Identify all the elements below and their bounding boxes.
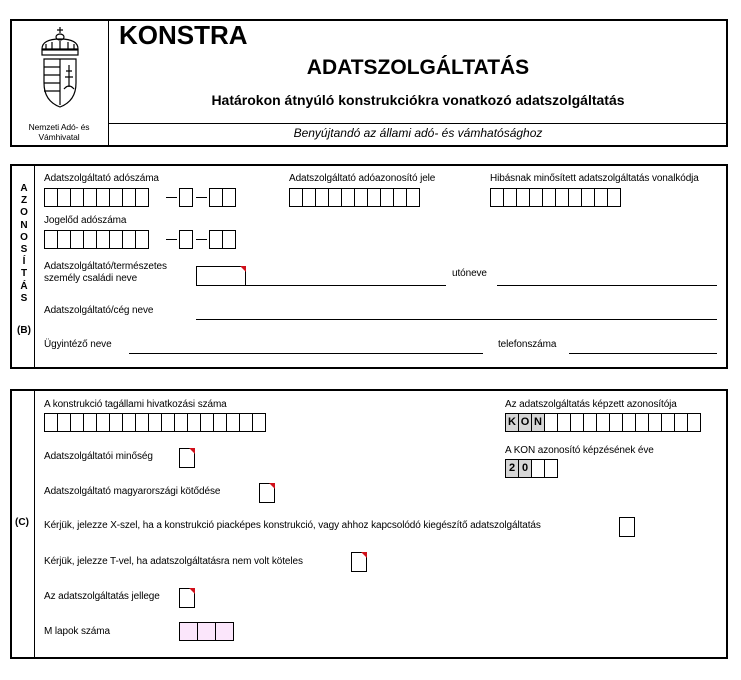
side-letter: O [20,207,28,219]
clerk-label: Ügyintéző neve [44,339,112,350]
char-box[interactable] [222,188,236,207]
side-letter: S [20,244,28,255]
generated-id-label: Az adatszolgáltatás képzett azonosítója [505,399,677,410]
char-box[interactable] [122,188,136,207]
faulty-barcode-label: Hibásnak minősített adatszolgáltatás vonalkódja [490,173,699,184]
char-box[interactable] [96,230,110,249]
char-box: O [518,413,532,432]
generated-id-input[interactable] [505,413,701,432]
tax-id-input[interactable] [289,188,420,207]
char-box[interactable] [209,230,223,249]
char-box[interactable] [96,188,110,207]
char-box[interactable] [596,413,610,432]
char-box[interactable] [544,413,558,432]
predecessor-tax-county-code[interactable] [209,230,236,249]
char-box[interactable] [542,188,556,207]
char-box: N [531,413,545,432]
char-box[interactable] [490,188,504,207]
char-box[interactable] [213,413,227,432]
hu-link-label: Adatszolgáltató magyarországi kötődése [44,486,221,497]
tax-number-label: Adatszolgáltató adószáma [44,173,159,184]
char-box[interactable] [568,188,582,207]
char-box[interactable] [57,230,71,249]
t-mark-label: Kérjük, jelezze T-vel, ha adatszolgáltatásra nem volt köteles [44,556,303,567]
char-box[interactable] [135,230,149,249]
char-box[interactable] [83,188,97,207]
char-box[interactable] [531,459,545,478]
faulty-barcode-input[interactable] [490,188,621,207]
form-code: KONSTRA [119,20,248,50]
tax-number-dash-1 [166,197,177,198]
char-box[interactable] [179,188,193,207]
company-name-line[interactable] [196,319,717,320]
family-name-label-line2: személy családi neve [44,273,138,284]
char-box[interactable] [315,188,329,207]
char-box[interactable] [555,188,569,207]
nature-field[interactable] [179,588,195,608]
char-box[interactable] [179,230,193,249]
char-box[interactable] [516,188,530,207]
char-box[interactable] [648,413,662,432]
char-box[interactable] [109,230,123,249]
char-box[interactable] [83,230,97,249]
x-mark-label: Kérjük, jelezze X-szel, ha a konstrukció piacképes konstrukció, vagy ahhoz kapcsolódó kiegészítő adatszolgáltatás [44,520,541,531]
capacity-field[interactable] [179,448,195,468]
char-box[interactable] [503,188,517,207]
char-box[interactable] [687,413,701,432]
char-box[interactable] [122,413,136,432]
char-box[interactable] [239,413,253,432]
reference-number-input[interactable] [44,413,266,432]
char-box[interactable] [187,413,201,432]
predecessor-tax-label: Jogelőd adószáma [44,215,127,226]
char-box[interactable] [57,413,71,432]
char-box[interactable] [200,413,214,432]
predecessor-dash-2 [196,239,207,240]
char-box[interactable] [328,188,342,207]
char-box[interactable] [380,188,394,207]
nature-label: Az adatszolgáltatás jellege [44,591,160,602]
char-box[interactable] [70,413,84,432]
char-box[interactable] [174,413,188,432]
clerk-name-line[interactable] [129,353,483,354]
char-box[interactable] [226,413,240,432]
char-box[interactable] [96,413,110,432]
x-mark-checkbox[interactable] [619,517,635,537]
char-box[interactable] [607,188,621,207]
side-letter: Z [20,195,28,207]
section-b-code: (B) [17,325,31,336]
char-box[interactable] [341,188,355,207]
family-name-label-line1: Adatszolgáltató/természetes [44,261,167,272]
hu-link-field[interactable] [259,483,275,503]
predecessor-tax-vat-code[interactable] [179,230,193,249]
side-letter: Á [20,280,28,292]
char-box[interactable] [529,188,543,207]
coat-of-arms-icon [36,25,84,121]
given-name-label: utóneve [452,268,487,279]
side-letter: A [20,183,28,194]
char-box[interactable] [635,413,649,432]
page-title: ADATSZOLGÁLTATÁS [306,56,530,79]
char-box[interactable] [197,622,216,641]
char-box[interactable] [609,413,623,432]
given-name-line[interactable] [497,285,717,286]
side-letter: N [20,219,28,231]
char-box[interactable] [222,230,236,249]
tax-id-label: Adatszolgáltató adóazonosító jele [289,173,436,184]
char-box[interactable] [44,188,58,207]
header-divider-horizontal [109,123,727,124]
char-box[interactable] [135,413,149,432]
char-box[interactable] [557,413,571,432]
char-box[interactable] [109,413,123,432]
char-box[interactable] [622,413,636,432]
char-box[interactable] [594,188,608,207]
char-box[interactable] [581,188,595,207]
char-box[interactable] [70,188,84,207]
char-box: 2 [505,459,519,478]
phone-label: telefonszáma [498,339,557,350]
m-sheets-label: M lapok száma [44,626,110,637]
char-box[interactable] [354,188,368,207]
char-box[interactable] [179,622,198,641]
side-letter: T [20,268,28,280]
char-box[interactable] [583,413,597,432]
char-box[interactable] [674,413,688,432]
char-box[interactable] [70,230,84,249]
char-box[interactable] [135,188,149,207]
tax-number-main[interactable] [44,188,149,207]
t-mark-field[interactable] [351,552,367,572]
char-box[interactable] [44,413,58,432]
company-name-label: Adatszolgáltató/cég neve [44,305,154,316]
char-box[interactable] [302,188,316,207]
char-box[interactable] [570,413,584,432]
char-box[interactable] [83,413,97,432]
char-box[interactable] [393,188,407,207]
char-box[interactable] [109,188,123,207]
reference-number-label: A konstrukció tagállami hivatkozási száma [44,399,227,410]
name-prefix-field[interactable] [196,266,246,286]
side-letter: S [20,292,28,304]
side-letter: Í [22,256,26,268]
char-box[interactable] [289,188,303,207]
char-box[interactable] [661,413,675,432]
char-box[interactable] [148,413,162,432]
side-letter: O [20,231,28,243]
page-subtitle: Határokon átnyúló konstrukciókra vonatkozó adatszolgáltatás [211,92,625,108]
char-box[interactable] [57,188,71,207]
kon-year-input[interactable] [505,459,558,478]
char-box[interactable] [367,188,381,207]
char-box[interactable] [252,413,266,432]
char-box[interactable] [122,230,136,249]
submit-to-note: Benyújtandó az állami adó- és vámhatósághoz [293,126,543,140]
tax-number-county-code[interactable] [209,188,236,207]
section-b-divider [34,165,35,368]
emblem-label: Nemzeti Adó- és Vámhivatal [28,122,90,142]
char-box: K [505,413,519,432]
kon-year-label: A KON azonosító képzésének éve [505,445,654,456]
predecessor-dash-1 [166,239,177,240]
capacity-label: Adatszolgáltatói minőség [44,451,153,462]
char-box[interactable] [209,188,223,207]
char-box[interactable] [215,622,234,641]
char-box[interactable] [544,459,558,478]
family-name-line[interactable] [246,285,446,286]
char-box[interactable] [44,230,58,249]
char-box[interactable] [161,413,175,432]
char-box[interactable] [406,188,420,207]
section-c-divider [34,390,35,658]
char-box: 0 [518,459,532,478]
tax-number-dash-2 [196,197,207,198]
section-c-code: (C) [15,517,29,528]
phone-line[interactable] [569,353,717,354]
tax-number-vat-code[interactable] [179,188,193,207]
m-sheets-input[interactable] [179,622,234,641]
predecessor-tax-main[interactable] [44,230,149,249]
